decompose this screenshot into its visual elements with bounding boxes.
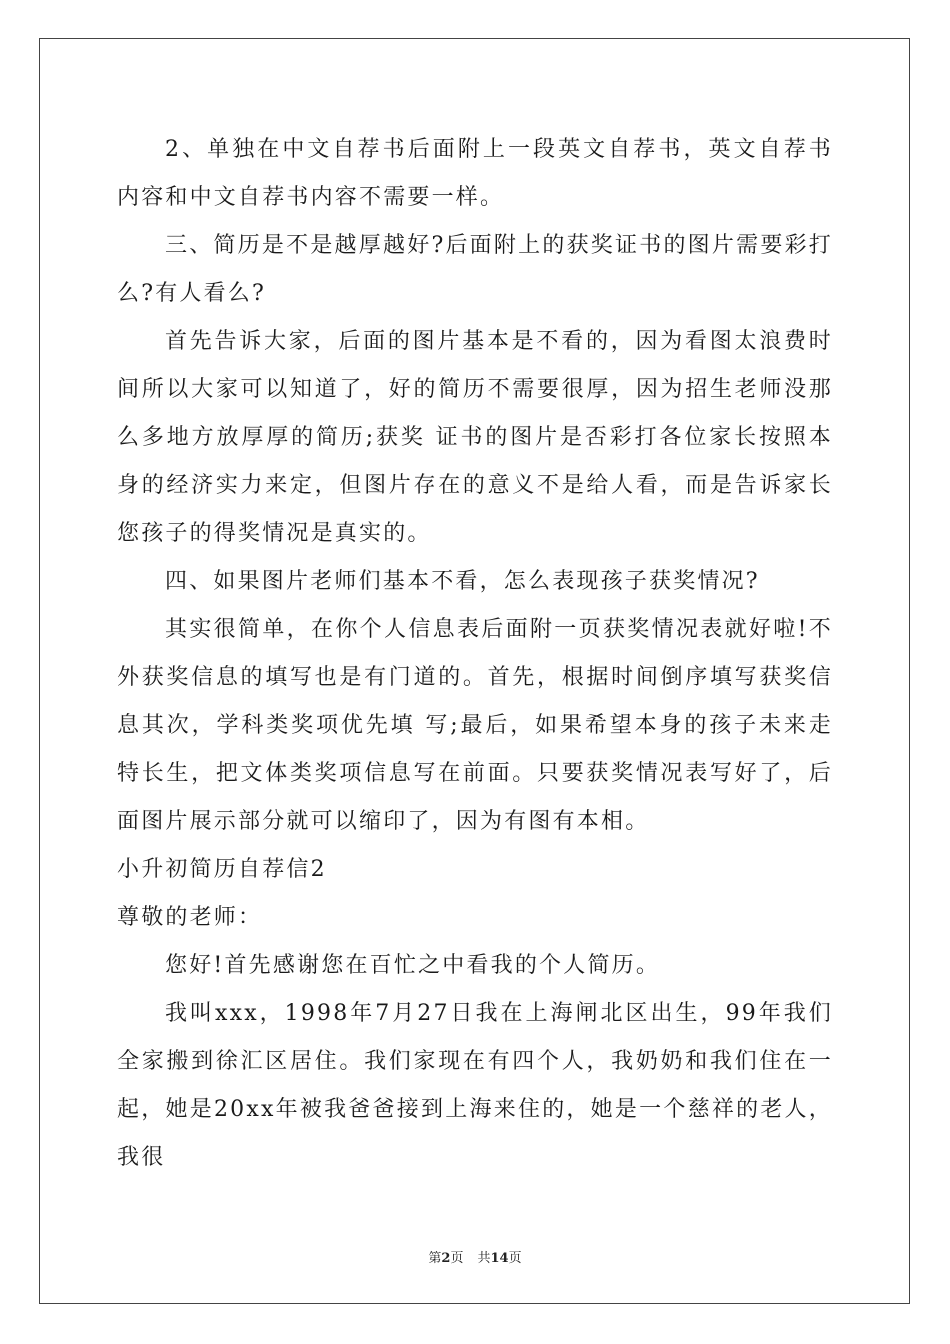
page-number: 2 <box>441 1251 451 1266</box>
page-prefix: 第 <box>428 1251 442 1266</box>
document-body <box>117 126 833 1182</box>
page-suffix: 页 <box>450 1251 464 1266</box>
total-pages: 14 <box>490 1251 509 1266</box>
total-prefix: 共 <box>477 1251 491 1266</box>
salutation: 尊敬的老师： <box>117 905 263 930</box>
paragraph-1: 2、单独在中文自荐书后面附上一段英文自荐书，英文自荐书内容和中文自荐书内容不需要一样。 <box>117 137 833 210</box>
page-footer <box>0 1247 950 1266</box>
paragraph-6: 您好!首先感谢您在百忙之中看我的个人简历。 <box>165 953 661 978</box>
paragraph-4: 四、如果图片老师们基本不看，怎么表现孩子获奖情况? <box>165 569 760 594</box>
paragraph-5: 其实很简单，在你个人信息表后面附一页获奖情况表就好啦!不外获奖信息的填写也是有门道的。首先，根据时间倒序填写获奖信息其次，学科类奖项优先填 写;最后，如果希望本身的孩子未来走特长生，把文体类奖项信息写在前面。只要获奖情况表写好了，后面图片展示部分就可以缩印了，因为有图有本相。 <box>117 617 833 834</box>
total-suffix: 页 <box>508 1251 522 1266</box>
paragraph-2: 三、简历是不是越厚越好?后面附上的获奖证书的图片需要彩打么?有人看么? <box>117 233 833 306</box>
section-heading: 小升初简历自荐信2 <box>117 857 327 882</box>
paragraph-3: 首先告诉大家，后面的图片基本是不看的，因为看图太浪费时间所以大家可以知道了，好的简历不需要很厚，因为招生老师没那么多地方放厚厚的简历;获奖 证书的图片是否彩打各位家长按照本身的经济实力来定，但图片存在的意义不是给人看，而是告诉家长您孩子的得奖情况是真实的。 <box>117 329 833 546</box>
paragraph-7: 我叫xxx，1998年7月27日我在上海闸北区出生，99年我们全家搬到徐汇区居住。我们家现在有四个人，我奶奶和我们住在一起，她是20xx年被我爸爸接到上海来住的，她是一个慈祥的老人，我很 <box>117 1001 833 1170</box>
